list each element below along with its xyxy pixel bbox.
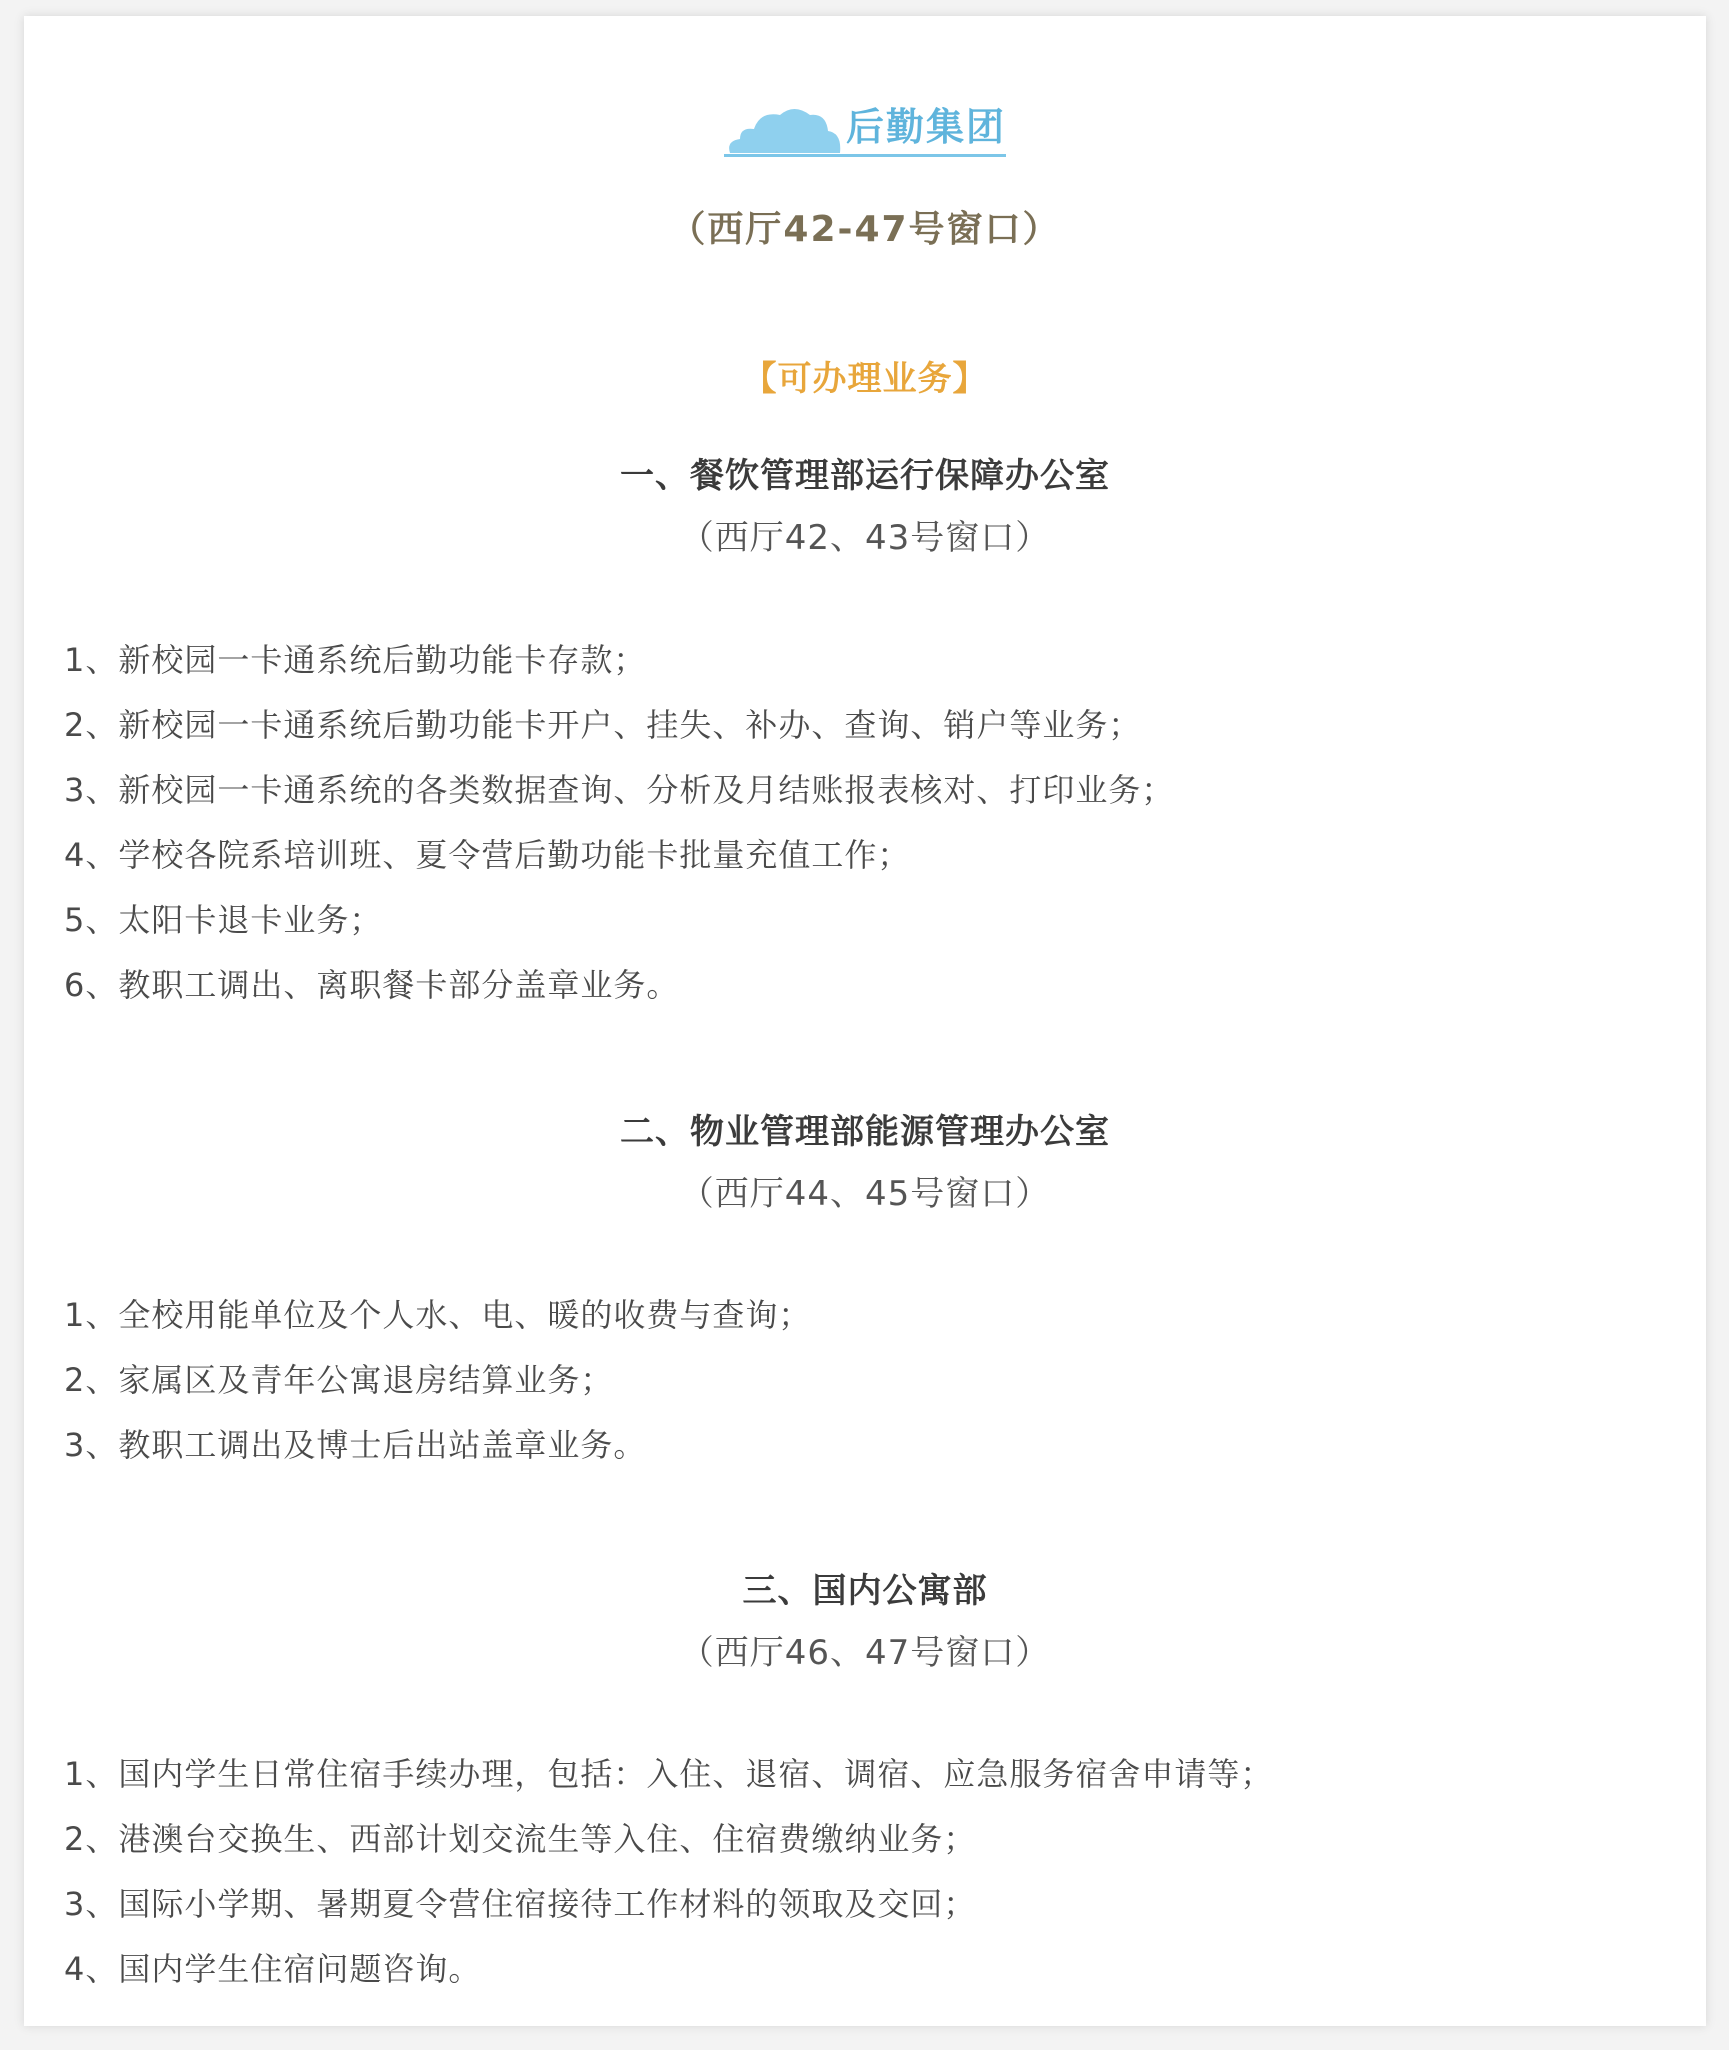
list-item: 3、国际小学期、暑期夏令营住宿接待工作材料的领取及交回； — [64, 1885, 977, 1923]
window-range: （西厅42-47号窗口） — [669, 209, 1061, 250]
section-title-catering: 一、餐饮管理部运行保障办公室 — [620, 456, 1110, 496]
list-item: 4、国内学生住宿问题咨询。 — [64, 1950, 482, 1988]
section-title-apartment: 三、国内公寓部 — [742, 1571, 988, 1611]
list-item: 1、全校用能单位及个人水、电、暖的收费与查询； — [64, 1296, 812, 1334]
section-window-apartment: （西厅46、47号窗口） — [679, 1633, 1051, 1673]
section-window-property: （西厅44、45号窗口） — [679, 1174, 1051, 1214]
list-item: 6、教职工调出、离职餐卡部分盖章业务。 — [64, 966, 680, 1004]
header-underline — [724, 154, 1006, 157]
list-item: 2、新校园一卡通系统后勤功能卡开户、挂失、补办、查询、销户等业务； — [64, 706, 1142, 744]
page-title: 后勤集团 — [845, 105, 1006, 149]
list-item: 2、港澳台交换生、西部计划交流生等入住、住宿费缴纳业务； — [64, 1820, 977, 1858]
list-item: 3、新校园一卡通系统的各类数据查询、分析及月结账报表核对、打印业务； — [64, 771, 1175, 809]
page-header — [24, 96, 1706, 166]
section-title-property: 二、物业管理部能源管理办公室 — [620, 1112, 1110, 1152]
cloud-icon — [724, 101, 844, 157]
list-item: 5、太阳卡退卡业务； — [64, 901, 383, 939]
list-item: 1、国内学生日常住宿手续办理，包括：入住、退宿、调宿、应急服务宿舍申请等； — [64, 1755, 1274, 1793]
section-window-catering: （西厅42、43号窗口） — [679, 518, 1051, 558]
header-banner — [724, 96, 1006, 157]
list-item: 3、教职工调出及博士后出站盖章业务。 — [64, 1426, 647, 1464]
services-label: 【可办理业务】 — [742, 359, 988, 399]
list-item: 1、新校园一卡通系统后勤功能卡存款； — [64, 641, 647, 679]
list-item: 2、家属区及青年公寓退房结算业务； — [64, 1361, 614, 1399]
section-list-property — [64, 1283, 1666, 1478]
section-list-apartment — [64, 1742, 1666, 2002]
section-list-catering — [64, 628, 1666, 1018]
content-card — [24, 16, 1706, 2026]
list-item: 4、学校各院系培训班、夏令营后勤功能卡批量充值工作； — [64, 836, 911, 874]
